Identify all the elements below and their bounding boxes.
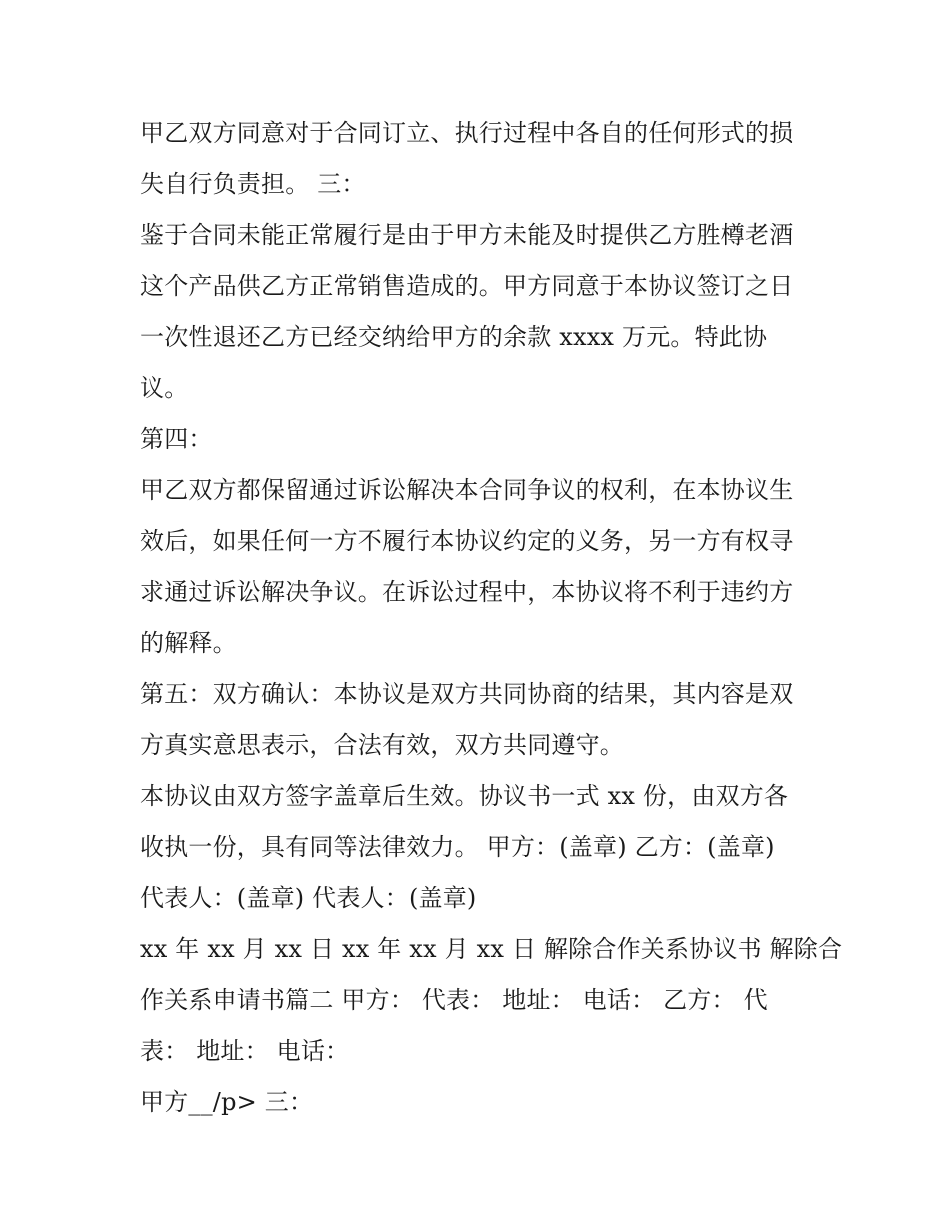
text-line: 甲乙双方都保留通过诉讼解决本合同争议的权利，在本协议生	[140, 476, 794, 504]
text-line: 鉴于合同未能正常履行是由于甲方未能及时提供乙方胜樽老酒	[140, 221, 794, 249]
text-line: 表： 地址： 电话：	[140, 1037, 350, 1065]
text-line: 收执一份，具有同等法律效力。 甲方：(盖章) 乙方：(盖章)	[140, 833, 775, 861]
text-line: 方真实意思表示，合法有效，双方共同遵守。	[140, 731, 624, 759]
text-line: 一次性退还乙方已经交纳给甲方的余款 xxxx 万元。特此协	[140, 323, 768, 351]
text-line: 本协议由双方签字盖章后生效。协议书一式 xx 份，由双方各	[140, 782, 789, 810]
text-line: 第五：双方确认：本协议是双方共同协商的结果，其内容是双	[140, 680, 794, 708]
text-line: 代表人：(盖章) 代表人：(盖章)	[140, 884, 477, 912]
text-line: 的解释。	[140, 629, 237, 657]
text-line: xx 年 xx 月 xx 日 xx 年 xx 月 xx 日 解除合作关系协议书 解除合	[140, 935, 843, 963]
text-line: 甲乙双方同意对于合同订立、执行过程中各自的任何形式的损	[140, 119, 794, 147]
text-line: 效后，如果任何一方不履行本协议约定的义务，另一方有权寻	[140, 527, 794, 555]
text-line: 议。	[140, 374, 189, 402]
text-line: 失自行负责担。 三：	[140, 170, 366, 198]
text-line: 作关系申请书篇二 甲方： 代表： 地址： 电话： 乙方： 代	[140, 986, 768, 1014]
section-heading: 第四：	[140, 425, 213, 453]
text-line: 求通过诉讼解决争议。在诉讼过程中，本协议将不利于违约方	[140, 578, 794, 606]
text-line: 这个产品供乙方正常销售造成的。甲方同意于本协议签订之日	[140, 272, 794, 300]
text-line: 甲方__/p> 三：	[140, 1088, 314, 1116]
document-body	[140, 108, 843, 1128]
